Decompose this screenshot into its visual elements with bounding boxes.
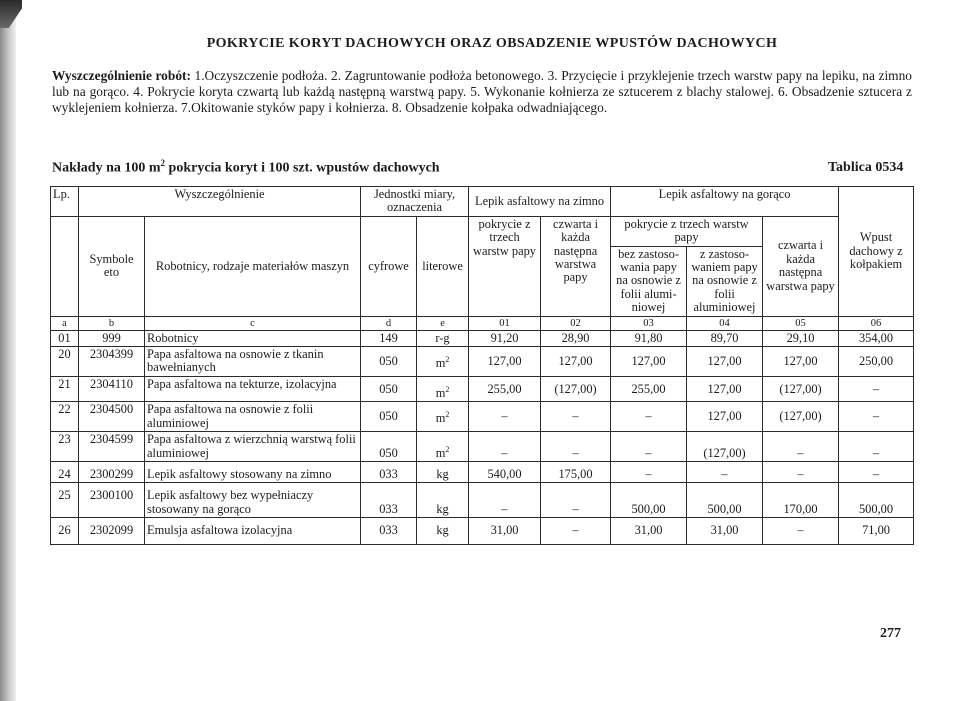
row-symbol: 2304110 [79,376,145,402]
table-row-workers [51,330,914,346]
row-value: 28,90 [541,330,611,346]
header-col05: czwarta i każda następna warstwa papy [763,216,839,316]
work-description [52,68,912,116]
row-value: (127,00) [541,376,611,402]
row-value: (127,00) [763,402,839,432]
row-value: 127,00 [541,347,611,377]
row-value: 250,00 [839,347,914,377]
row-unit-literal: $m^2$ [417,376,469,402]
row-value: – [687,462,763,483]
row-unit-numeric: 050 [361,402,417,432]
row-unit-numeric: 050 [361,376,417,402]
row-unit-literal: $m^2$ [417,347,469,377]
row-value: – [611,432,687,462]
row-symbol: 2300299 [79,462,145,483]
row-symbol: 2300100 [79,483,145,518]
row-value: – [839,462,914,483]
row-value: 31,00 [469,518,541,544]
description-text: 1.Oczyszczenie podłoża. 2. Zagruntowanie podłoża betonowego. 3. Przycięcie i przyklejenie trzech warstw papy na lepiku, na zimno lub na gorąco. 4. Pokrycie koryta czwartą lub każdą następną warstwą papy. 5. Wykonanie kołnierza ze sztucerem z blachy stalowej. 6. Obsadzenie sztucera z wyklejeniem kołnierza. 7.Okitowanie styków papy i kołnierza. 8. Obsadzenie kołpaka odwadniającego. [52,68,912,115]
row-value: 127,00 [469,347,541,377]
header-units: Jednostki miary, oznaczenia [361,187,469,217]
header-col02: czwarta i każda następna warstwa papy [541,216,611,316]
row-unit-numeric: 033 [361,483,417,518]
table-row-material [51,402,914,432]
subtitle-main: Nakłady na 100 m [52,160,161,176]
col-letter: d [361,316,417,330]
col-letter: e [417,316,469,330]
header-spec: Wyszczególnienie [79,187,361,217]
row-value: – [541,432,611,462]
row-unit-numeric: 050 [361,347,417,377]
row-name: Papa asfaltowa na osnowie z tkanin bawełnianych [145,347,361,377]
table-row-material [51,462,914,483]
row-unit-numeric: 033 [361,462,417,483]
row-value: 31,00 [687,518,763,544]
row-unit-literal: $m^2$ [417,432,469,462]
row-unit-numeric: 050 [361,432,417,462]
row-value: – [839,432,914,462]
row-value: 127,00 [763,347,839,377]
row-value: – [541,402,611,432]
row-symbol: 2304399 [79,347,145,377]
header-roof-inlet: Wpust dachowy z kołpakiem [839,187,914,317]
row-value: – [763,518,839,544]
table-row-material [51,376,914,402]
row-value: – [763,432,839,462]
description-label: Wyszczególnienie robót: [52,68,191,83]
table-number: Tablica 0534 [828,160,904,175]
page-spine-shadow [0,0,16,701]
header-lp: Lp. [51,187,79,217]
row-value: 500,00 [687,483,763,518]
row-unit-literal: r-g [417,330,469,346]
header-literal: literowe [417,216,469,316]
row-value: 354,00 [839,330,914,346]
row-unit-literal: $m^2$ [417,402,469,432]
page-number: 277 [880,626,901,641]
row-name: Robotnicy [145,330,361,346]
header-numeric: cyfrowe [361,216,417,316]
row-symbol: 999 [79,330,145,346]
row-value: 170,00 [763,483,839,518]
row-value: (127,00) [687,432,763,462]
row-value: 71,00 [839,518,914,544]
row-value: 255,00 [469,376,541,402]
row-value: – [541,518,611,544]
row-symbol: 2304500 [79,402,145,432]
row-name: Lepik asfaltowy bez wypełniaczy stosowany na gorąco [145,483,361,518]
row-name: Lepik asfaltowy stosowany na zimno [145,462,361,483]
row-value: 89,70 [687,330,763,346]
norms-table [50,186,914,545]
row-lp: 22 [51,402,79,432]
row-value: (127,00) [763,376,839,402]
col-letter: 04 [687,316,763,330]
col-letter: 03 [611,316,687,330]
row-lp: 01 [51,330,79,346]
row-value: 175,00 [541,462,611,483]
row-value: 29,10 [763,330,839,346]
row-lp: 20 [51,347,79,377]
col-letter: b [79,316,145,330]
row-value: – [611,402,687,432]
row-unit-numeric: 149 [361,330,417,346]
col-letter: 01 [469,316,541,330]
column-letters-row [51,316,914,330]
row-value: 127,00 [687,402,763,432]
row-value: 255,00 [611,376,687,402]
col-letter: 02 [541,316,611,330]
row-value: – [611,462,687,483]
row-value: – [541,483,611,518]
subtitle-superscript: 2 [160,158,166,168]
table-row-material [51,347,914,377]
subtitle-rest: pokrycia koryt i 100 szt. wpustów dachowych [165,160,440,176]
row-symbol: 2302099 [79,518,145,544]
row-value: 540,00 [469,462,541,483]
row-unit-numeric: 033 [361,518,417,544]
header-hot-three-layers: pokrycie z trzech warstw papy [611,216,763,246]
row-value: – [839,402,914,432]
row-value: – [469,483,541,518]
header-cold-mastic: Lepik asfaltowy na zimno [469,187,611,217]
table-row-material [51,432,914,462]
row-unit-literal: kg [417,518,469,544]
row-name: Papa asfaltowa z wierzchnią warstwą folii aluminiowej [145,432,361,462]
page-corner-mark [0,0,22,28]
header-row-2 [51,216,914,246]
row-lp: 23 [51,432,79,462]
page-title: POKRYCIE KORYT DACHOWYCH ORAZ OBSADZENIE WPUSTÓW DACHOWYCH [206,36,778,51]
row-name: Papa asfaltowa na osnowie z folii aluminiowej [145,402,361,432]
table-subtitle [52,158,440,177]
row-value: 500,00 [839,483,914,518]
header-col03: bez zastoso-wania papy na osnowie z folii alumi-niowej [611,246,687,316]
header-workers: Robotnicy, rodzaje materiałów maszyn [145,216,361,316]
header-blank [51,216,79,316]
row-value: – [469,402,541,432]
table-row-material [51,483,914,518]
row-value: 91,80 [611,330,687,346]
row-lp: 21 [51,376,79,402]
row-symbol: 2304599 [79,432,145,462]
row-value: – [469,432,541,462]
row-unit-literal: kg [417,483,469,518]
header-hot-mastic: Lepik asfaltowy na gorąco [611,187,839,217]
row-lp: 24 [51,462,79,483]
row-value: 31,00 [611,518,687,544]
row-value: 91,20 [469,330,541,346]
row-value: – [763,462,839,483]
row-name: Papa asfaltowa na tekturze, izolacyjna [145,376,361,402]
col-letter: 05 [763,316,839,330]
table-row-material [51,518,914,544]
header-symbols: Symbole eto [79,216,145,316]
col-letter: a [51,316,79,330]
header-col01: pokrycie z trzech warstw papy [469,216,541,316]
row-value: 127,00 [611,347,687,377]
col-letter: 06 [839,316,914,330]
header-col04: z zastoso-waniem papy na osnowie z folii aluminiowej [687,246,763,316]
row-unit-literal: kg [417,462,469,483]
row-name: Emulsja asfaltowa izolacyjna [145,518,361,544]
col-letter: c [145,316,361,330]
row-value: 500,00 [611,483,687,518]
row-value: 127,00 [687,347,763,377]
header-row-1 [51,187,914,217]
row-lp: 25 [51,483,79,518]
row-lp: 26 [51,518,79,544]
row-value: 127,00 [687,376,763,402]
row-value: – [839,376,914,402]
